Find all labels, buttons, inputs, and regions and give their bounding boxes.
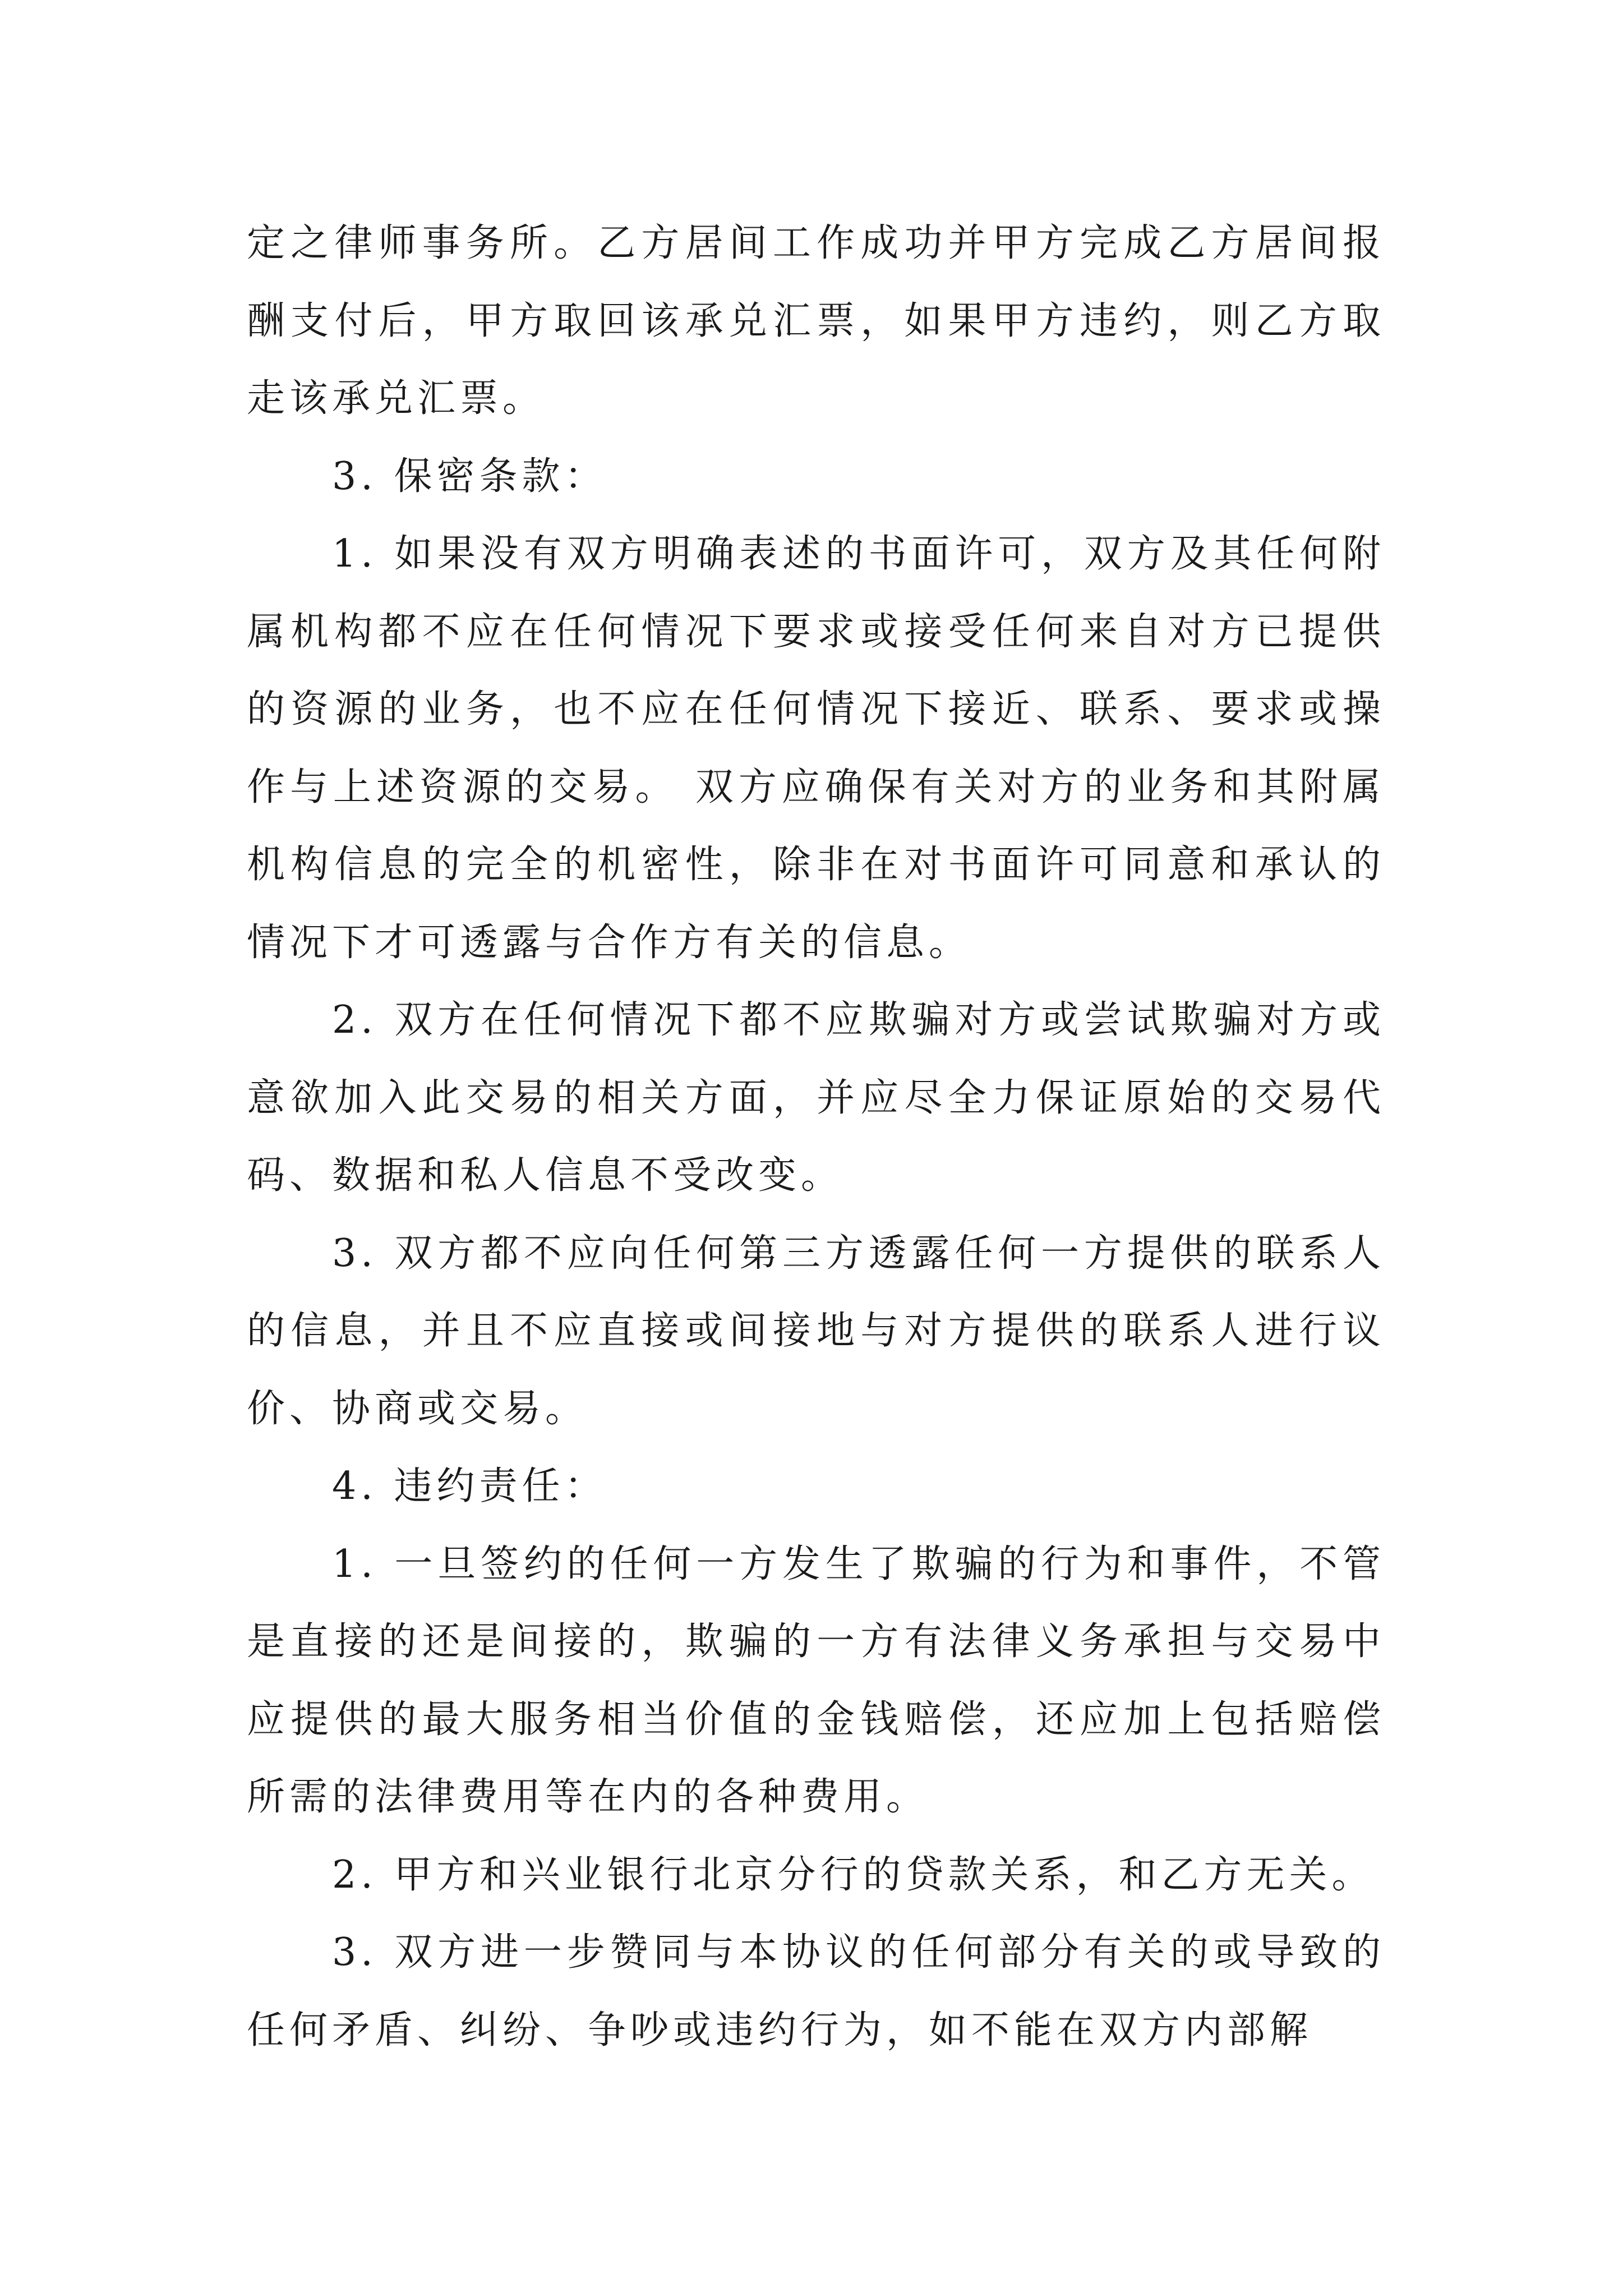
section-heading-confidentiality: 3. 保密条款： [332,454,607,499]
confidentiality-clause-3: 3. 双方都不应向任何第三方透露任何一方提供的联系人的信息，并且不应直接或间接地与对方提供的联系人进行议价、协商或交易。 [247,1231,1385,1431]
confidentiality-clause-2: 2. 双方在任何情况下都不应欺骗对方或尝试欺骗对方或意欲加入此交易的相关方面，并应尽全力保证原始的交易代码、数据和私人信息不受改变。 [247,998,1385,1198]
section-heading-liability: 4. 违约责任： [332,1464,607,1508]
paragraph-continuation: 定之律师事务所。乙方居间工作成功并甲方完成乙方居间报酬支付后，甲方取回该承兑汇票，如果甲方违约，则乙方取走该承兑汇票。 [247,221,1385,421]
liability-clause-2: 2. 甲方和兴业银行北京分行的贷款关系，和乙方无关。 [332,1852,1375,1897]
document-body [247,205,1385,2069]
confidentiality-clause-1: 1. 如果没有双方明确表述的书面许可，双方及其任何附属机构都不应在任何情况下要求或接受任何来自对方已提供的资源的业务，也不应在任何情况下接近、联系、要求或操作与上述资源的交易。 双方应确保有关对方的业务和其附属机构信息的完全的机密性，除非在对书面许可同意和承认的情况下才可透露与合作方有关的信息。 [247,532,1385,965]
liability-clause-3: 3. 双方进一步赞同与本协议的任何部分有关的或导致的任何矛盾、纠纷、争吵或违约行为，如不能在双方内部解 [247,1930,1385,2053]
liability-clause-1: 1. 一旦签约的任何一方发生了欺骗的行为和事件，不管是直接的还是间接的，欺骗的一方有法律义务承担与交易中应提供的最大服务相当价值的金钱赔偿，还应加上包括赔偿所需的法律费用等在内的各种费用。 [247,1542,1385,1819]
